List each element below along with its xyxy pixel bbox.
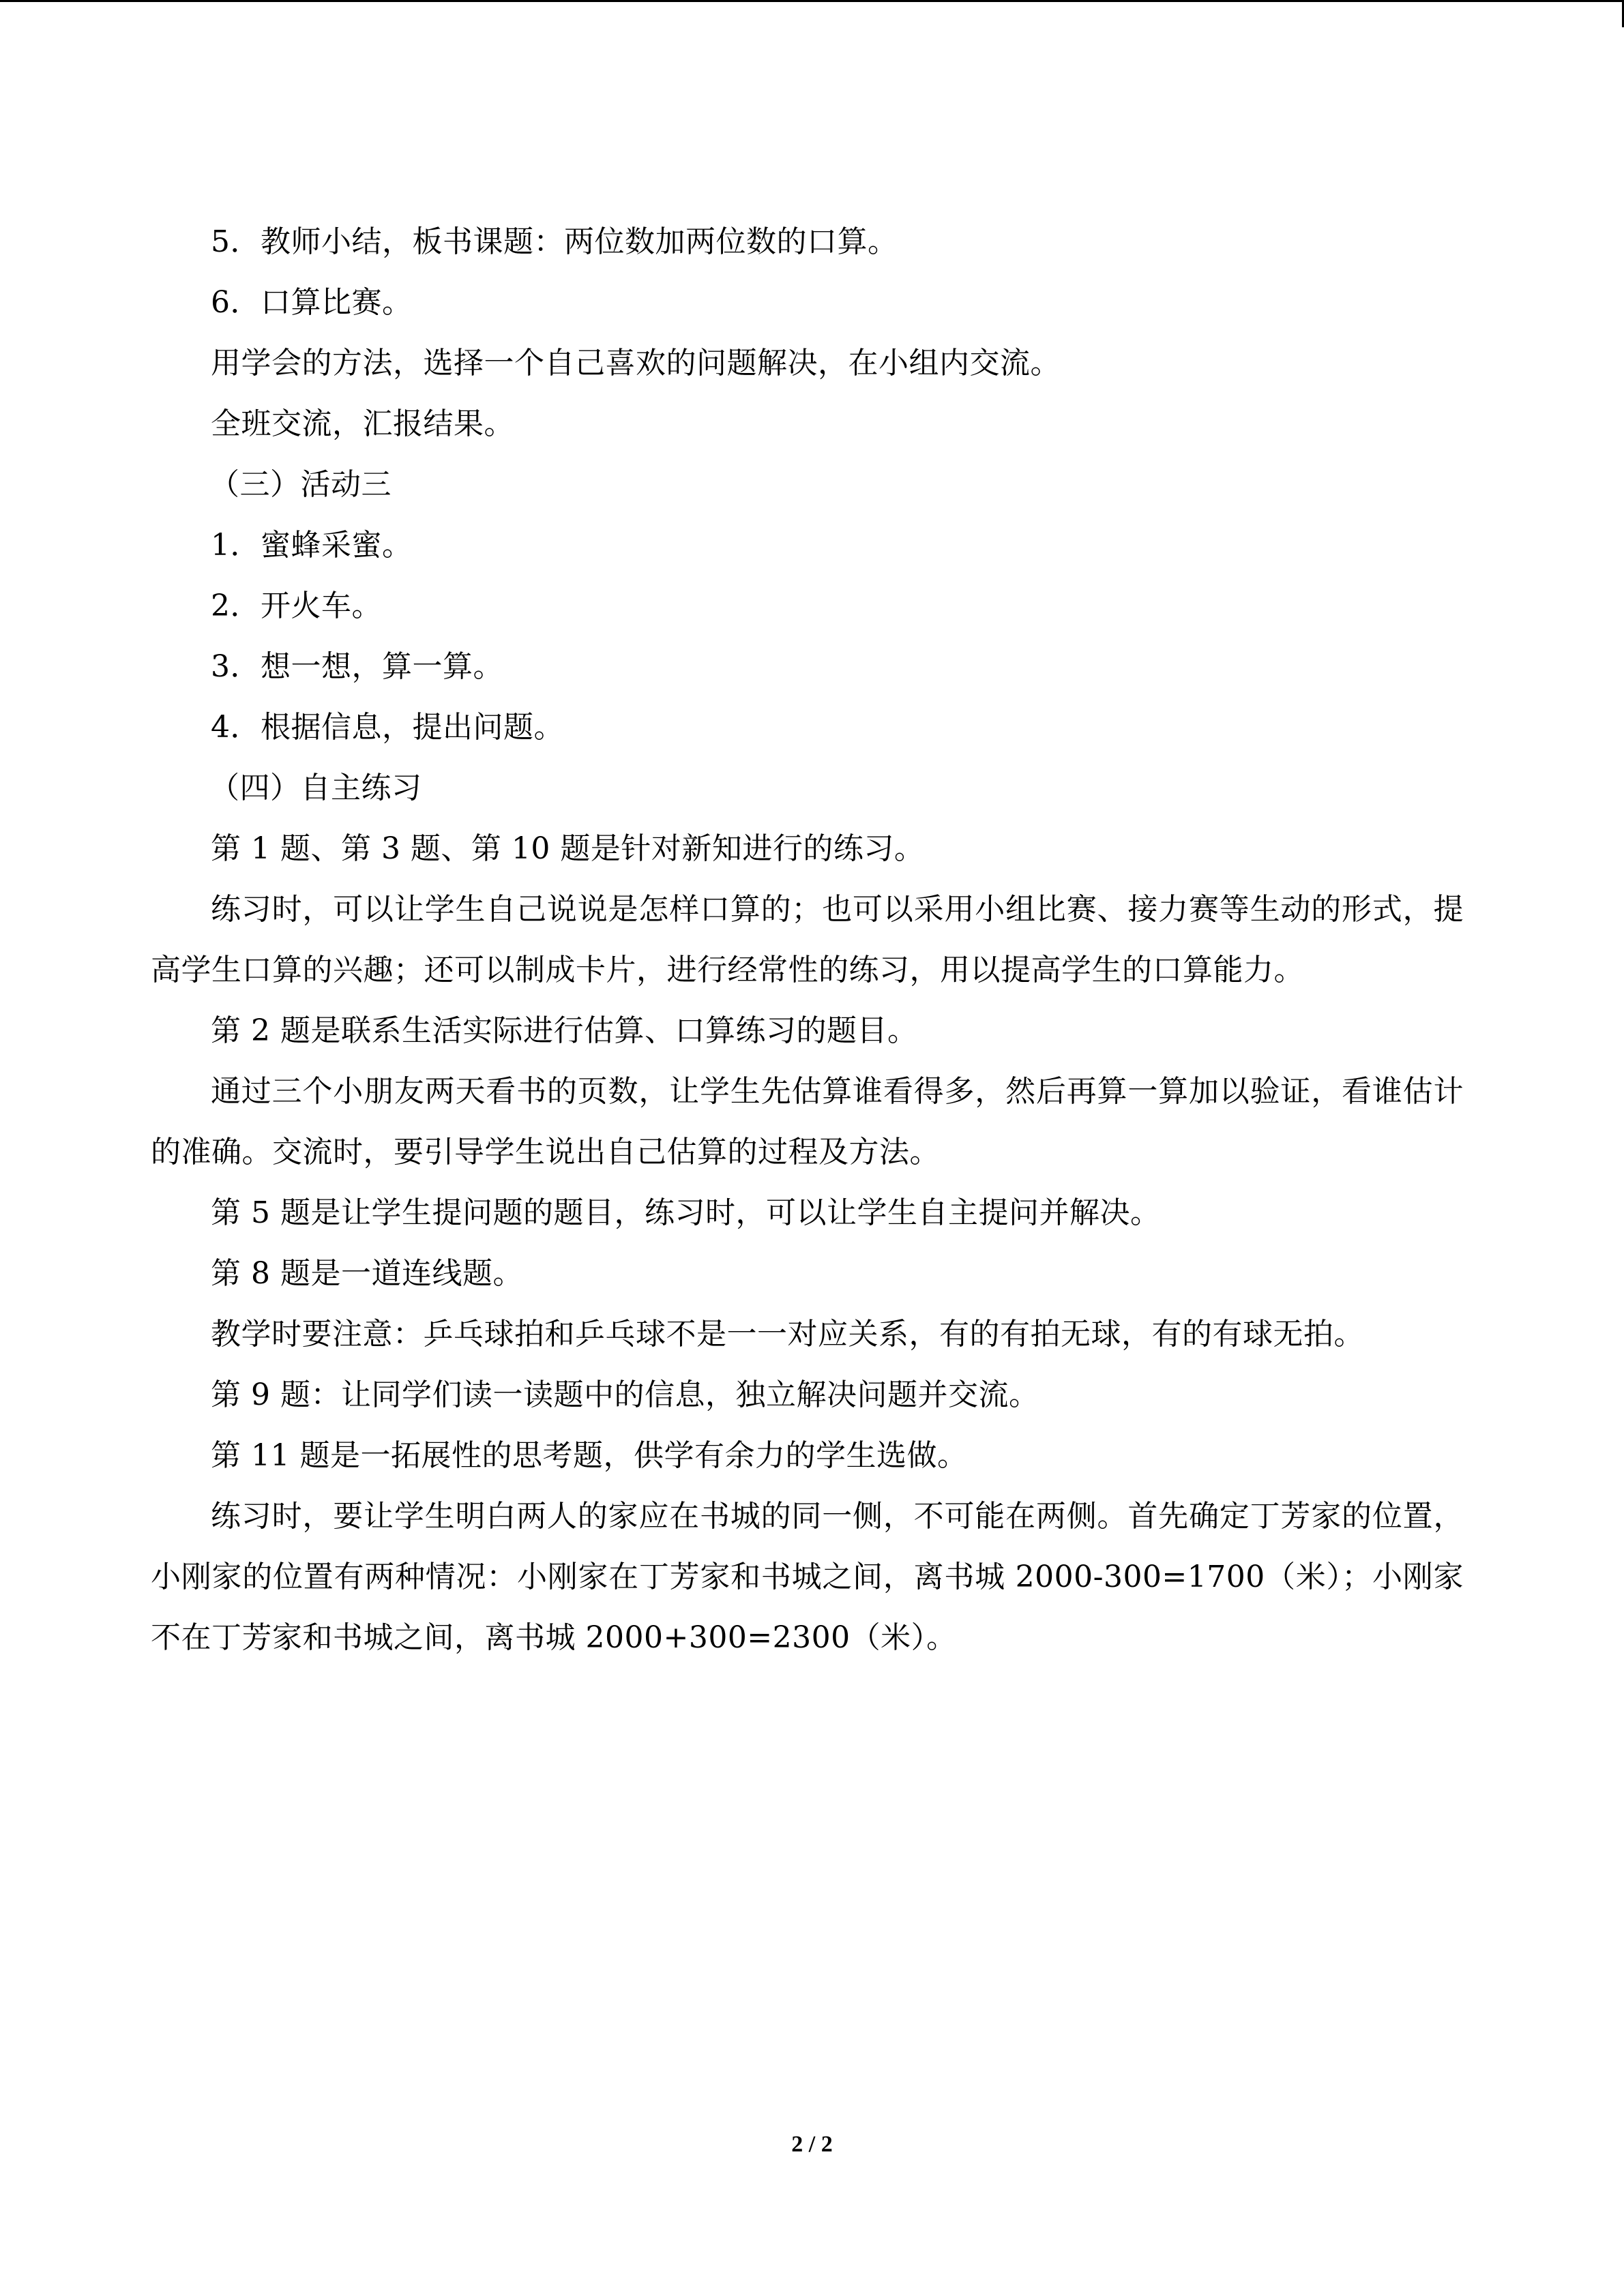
paragraph-ask-questions: 4．根据信息，提出问题。 [211,710,564,745]
paragraph-group-exchange: 用学会的方法，选择一个自己喜欢的问题解决，在小组内交流。 [211,346,1061,381]
document-body [151,211,1464,1668]
paragraph-exercise-11-solution: 练习时，要让学生明白两人的家应在书城的同一侧，不可能在两侧。首先确定丁芳家的位置，小刚家的位置有两种情况：小刚家在丁芳家和书城之间，离书城 2000-300=1700（米）；小刚家不在丁芳家和书城之间，离书城 2000+300=2300（米）。 [151,1499,1464,1655]
paragraph-estimation: 通过三个小朋友两天看书的页数，让学生先估算谁看得多，然后再算一算加以验证，看谁估计的准确。交流时，要引导学生说出自己估算的过程及方法。 [151,1074,1464,1169]
paragraph-exercises-1-3-10: 第 1 题、第 3 题、第 10 题是针对新知进行的练习。 [211,831,925,866]
page-top-border [0,0,1624,3]
paragraph-oral-contest: 6．口算比赛。 [211,285,413,320]
paragraph-teaching-note: 教学时要注意：乒乓球拍和乒乓球不是一一对应关系，有的有拍无球，有的有球无拍。 [211,1317,1364,1352]
paragraph-teacher-summary: 5．教师小结，板书课题：两位数加两位数的口算。 [211,224,898,259]
page-number: 2 / 2 [791,2132,833,2157]
paragraph-exercise-9: 第 9 题：让同学们读一读题中的信息，独立解决问题并交流。 [211,1377,1039,1412]
paragraph-exercise-8: 第 8 题是一道连线题。 [211,1256,523,1291]
section-heading-activity-three: （三）活动三 [209,467,392,502]
section-heading-self-practice: （四）自主练习 [209,771,422,805]
paragraph-think-calc: 3．想一想，算一算。 [211,649,503,684]
paragraph-practice-methods: 练习时，可以让学生自己说说是怎样口算的；也可以采用小组比赛、接力赛等生动的形式，提高学生口算的兴趣；还可以制成卡片，进行经常性的练习，用以提高学生的口算能力。 [151,892,1464,987]
paragraph-exercise-5: 第 5 题是让学生提问题的题目，练习时，可以让学生自主提问并解决。 [211,1195,1161,1230]
paragraph-exercise-2: 第 2 题是联系生活实际进行估算、口算练习的题目。 [211,1013,918,1048]
paragraph-class-report: 全班交流，汇报结果。 [211,406,514,441]
paragraph-exercise-11: 第 11 题是一拓展性的思考题，供学有余力的学生选做。 [211,1438,968,1473]
paragraph-train: 2．开火车。 [211,588,382,623]
paragraph-bee-honey: 1．蜜蜂采蜜。 [211,528,413,563]
